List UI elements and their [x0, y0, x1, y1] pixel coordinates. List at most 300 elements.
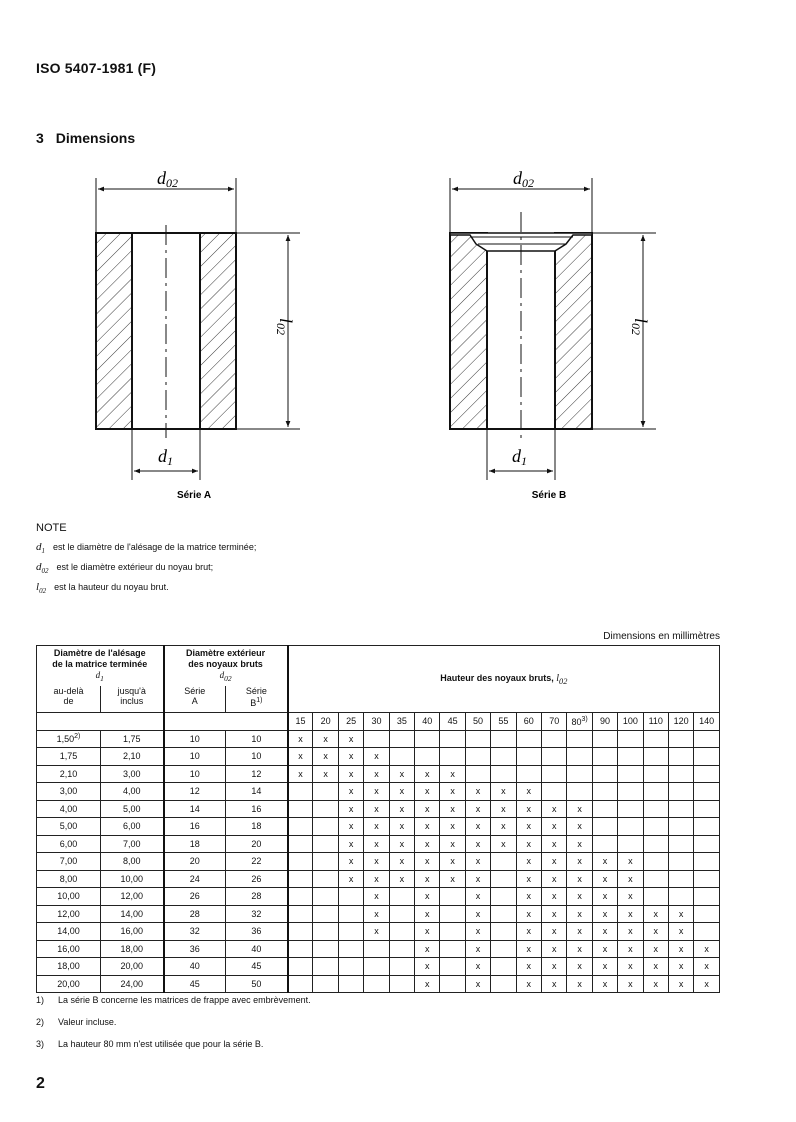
- serie-b-cell: 20: [226, 835, 288, 853]
- serie-a-cell: 45: [164, 975, 226, 993]
- bore-to-cell: 7,00: [101, 835, 164, 853]
- height-mark-cell: [643, 923, 668, 941]
- height-mark-cell: [440, 835, 465, 853]
- height-mark-cell: [592, 975, 617, 993]
- height-mark-cell: [516, 905, 541, 923]
- serie-a-cell: 10: [164, 748, 226, 766]
- height-mark-cell: [288, 923, 313, 941]
- bore-to-cell: 1,75: [101, 730, 164, 748]
- height-mark-cell: [415, 923, 440, 941]
- height-mark-cell: [313, 923, 338, 941]
- height-mark-cell: [668, 730, 693, 748]
- height-mark-cell: [338, 818, 363, 836]
- height-mark-cell: [668, 923, 693, 941]
- height-mark-cell: [389, 800, 414, 818]
- height-mark-cell: [415, 958, 440, 976]
- mark-x: x: [577, 838, 582, 849]
- height-mark-cell: [389, 870, 414, 888]
- height-mark-cell: [440, 765, 465, 783]
- height-mark-cell: [338, 765, 363, 783]
- bore-from-cell: 18,00: [37, 958, 101, 976]
- height-mark-cell: [389, 730, 414, 748]
- height-mark-cell: [643, 888, 668, 906]
- height-mark-cell: [668, 835, 693, 853]
- mark-x: x: [450, 838, 455, 849]
- height-mark-cell: [440, 905, 465, 923]
- height-mark-cell: [415, 818, 440, 836]
- mark-x: x: [323, 768, 328, 779]
- mark-x: x: [399, 856, 405, 867]
- height-mark-cell: [389, 888, 414, 906]
- height-mark-cell: [288, 783, 313, 801]
- height-mark-cell: [567, 748, 592, 766]
- serie-b-cell: 50: [226, 975, 288, 993]
- mark-x: x: [678, 908, 684, 919]
- height-col-70: 70: [542, 713, 567, 731]
- height-mark-cell: [389, 975, 414, 993]
- mark-x: x: [526, 943, 532, 954]
- height-mark-cell: [338, 730, 363, 748]
- heights-header-row: [37, 713, 720, 731]
- height-mark-cell: [465, 748, 490, 766]
- mark-x: x: [526, 838, 532, 849]
- height-mark-cell: [542, 818, 567, 836]
- height-mark-cell: [389, 748, 414, 766]
- height-mark-cell: [516, 800, 541, 818]
- mark-x: x: [526, 978, 532, 989]
- height-mark-cell: [440, 730, 465, 748]
- mark-x: x: [628, 943, 633, 954]
- height-mark-cell: [415, 800, 440, 818]
- height-mark-cell: [364, 853, 389, 871]
- height-mark-cell: [618, 940, 643, 958]
- height-mark-cell: [465, 853, 490, 871]
- height-mark-cell: [694, 818, 720, 836]
- height-mark-cell: [542, 730, 567, 748]
- height-mark-cell: [415, 975, 440, 993]
- height-mark-cell: [491, 923, 516, 941]
- height-mark-cell: [415, 888, 440, 906]
- header-au-dela: au-delà de: [37, 686, 101, 713]
- mark-x: x: [577, 943, 582, 954]
- serie-b-top-dim-label: d02: [513, 168, 534, 190]
- mark-x: x: [424, 943, 430, 954]
- height-mark-cell: [288, 940, 313, 958]
- mark-x: x: [424, 961, 430, 972]
- height-mark-cell: [465, 923, 490, 941]
- height-mark-cell: [338, 853, 363, 871]
- height-mark-cell: [643, 835, 668, 853]
- height-mark-cell: [364, 905, 389, 923]
- section-number: 3: [36, 130, 44, 146]
- mark-x: x: [678, 961, 684, 972]
- height-mark-cell: [668, 748, 693, 766]
- height-mark-cell: [643, 800, 668, 818]
- mark-x: x: [653, 926, 658, 937]
- dimensions-table: [36, 645, 720, 993]
- height-mark-cell: [694, 870, 720, 888]
- mark-x: x: [577, 873, 582, 884]
- height-mark-cell: [618, 853, 643, 871]
- height-mark-cell: [567, 905, 592, 923]
- mark-x: x: [348, 821, 354, 832]
- section-title: Dimensions: [55, 130, 136, 146]
- height-mark-cell: [288, 905, 313, 923]
- serie-b-cell: 28: [226, 888, 288, 906]
- height-mark-cell: [288, 730, 313, 748]
- mark-x: x: [424, 786, 430, 797]
- bore-from-cell: 1,50$^{2)}$: [37, 730, 101, 748]
- mark-x: x: [298, 751, 303, 762]
- height-mark-cell: [643, 905, 668, 923]
- height-col-25: 25: [338, 713, 363, 731]
- bore-to-cell: 24,00: [101, 975, 164, 993]
- height-mark-cell: [592, 783, 617, 801]
- mark-x: x: [298, 768, 303, 779]
- mark-x: x: [450, 786, 455, 797]
- mark-x: x: [424, 838, 430, 849]
- table-row: [37, 975, 720, 993]
- height-mark-cell: [694, 923, 720, 941]
- mark-x: x: [348, 751, 354, 762]
- bore-to-cell: 8,00: [101, 853, 164, 871]
- mark-x: x: [501, 838, 506, 849]
- bore-to-cell: 2,10: [101, 748, 164, 766]
- section-heading: [36, 130, 135, 146]
- height-mark-cell: [491, 800, 516, 818]
- height-mark-cell: [465, 870, 490, 888]
- mark-x: x: [424, 821, 430, 832]
- bore-to-cell: 14,00: [101, 905, 164, 923]
- height-mark-cell: [415, 765, 440, 783]
- height-mark-cell: [288, 818, 313, 836]
- mark-x: x: [551, 856, 557, 867]
- mark-x: x: [475, 786, 481, 797]
- height-mark-cell: [643, 748, 668, 766]
- height-mark-cell: [694, 765, 720, 783]
- serie-a-top-dim-label: d02: [157, 168, 178, 190]
- height-mark-cell: [592, 765, 617, 783]
- height-mark-cell: [288, 870, 313, 888]
- height-mark-cell: [465, 818, 490, 836]
- height-mark-cell: [364, 975, 389, 993]
- height-mark-cell: [542, 853, 567, 871]
- height-mark-cell: [592, 923, 617, 941]
- footnote-2: 2) Valeur incluse.: [36, 1017, 117, 1027]
- mark-x: x: [424, 908, 430, 919]
- height-mark-cell: [288, 958, 313, 976]
- bore-from-cell: 4,00: [37, 800, 101, 818]
- height-mark-cell: [592, 748, 617, 766]
- mark-x: x: [526, 908, 532, 919]
- height-mark-cell: [389, 853, 414, 871]
- height-mark-cell: [313, 888, 338, 906]
- mark-x: x: [526, 856, 532, 867]
- height-mark-cell: [668, 765, 693, 783]
- height-mark-cell: [694, 783, 720, 801]
- height-mark-cell: [516, 975, 541, 993]
- height-mark-cell: [542, 748, 567, 766]
- height-col-110: 110: [643, 713, 668, 731]
- serie-a-bottom-dim-label: d1: [158, 446, 173, 468]
- height-mark-cell: [440, 783, 465, 801]
- mark-x: x: [374, 926, 379, 937]
- mark-x: x: [602, 978, 608, 989]
- note-title: NOTE: [36, 522, 67, 534]
- height-mark-cell: [542, 870, 567, 888]
- mark-x: x: [475, 943, 481, 954]
- height-mark-cell: [542, 923, 567, 941]
- height-mark-cell: [516, 835, 541, 853]
- bore-to-cell: 4,00: [101, 783, 164, 801]
- height-col-20: 20: [313, 713, 338, 731]
- table-row: [37, 765, 720, 783]
- mark-x: x: [526, 873, 532, 884]
- mark-x: x: [424, 803, 430, 814]
- serie-b-cell: 40: [226, 940, 288, 958]
- height-mark-cell: [465, 975, 490, 993]
- bore-to-cell: 5,00: [101, 800, 164, 818]
- mark-x: x: [577, 908, 582, 919]
- height-mark-cell: [364, 888, 389, 906]
- height-mark-cell: [542, 940, 567, 958]
- height-mark-cell: [592, 958, 617, 976]
- mark-x: x: [526, 803, 532, 814]
- height-mark-cell: [364, 783, 389, 801]
- height-col-60: 60: [516, 713, 541, 731]
- serie-b-cell: 12: [226, 765, 288, 783]
- height-mark-cell: [694, 800, 720, 818]
- mark-x: x: [424, 768, 430, 779]
- height-mark-cell: [567, 765, 592, 783]
- mark-x: x: [374, 821, 379, 832]
- mark-x: x: [602, 961, 608, 972]
- mark-x: x: [501, 786, 506, 797]
- height-mark-cell: [668, 818, 693, 836]
- bore-to-cell: 18,00: [101, 940, 164, 958]
- mark-x: x: [450, 803, 455, 814]
- mark-x: x: [653, 961, 658, 972]
- height-mark-cell: [364, 870, 389, 888]
- height-mark-cell: [516, 730, 541, 748]
- serie-a-cell: 12: [164, 783, 226, 801]
- serie-a-cell: 36: [164, 940, 226, 958]
- height-mark-cell: [491, 765, 516, 783]
- mark-x: x: [577, 821, 582, 832]
- mark-x: x: [374, 751, 379, 762]
- height-mark-cell: [592, 905, 617, 923]
- mark-x: x: [399, 838, 405, 849]
- mark-x: x: [450, 856, 455, 867]
- height-mark-cell: [491, 818, 516, 836]
- header-spacer-bore: [37, 713, 164, 731]
- height-mark-cell: [364, 800, 389, 818]
- height-mark-cell: [618, 870, 643, 888]
- height-mark-cell: [440, 975, 465, 993]
- height-mark-cell: [338, 940, 363, 958]
- mark-x: x: [475, 926, 481, 937]
- mark-x: x: [628, 891, 633, 902]
- height-mark-cell: [516, 940, 541, 958]
- mark-x: x: [577, 961, 582, 972]
- height-mark-cell: [389, 835, 414, 853]
- height-mark-cell: [338, 783, 363, 801]
- serie-a-caption: Série A: [176, 490, 212, 501]
- height-mark-cell: [338, 835, 363, 853]
- height-mark-cell: [491, 783, 516, 801]
- mark-x: x: [551, 908, 557, 919]
- serie-a-cell: 10: [164, 765, 226, 783]
- height-mark-cell: [516, 870, 541, 888]
- height-mark-cell: [618, 923, 643, 941]
- mark-x: x: [602, 856, 608, 867]
- height-mark-cell: [465, 730, 490, 748]
- mark-x: x: [602, 908, 608, 919]
- serie-a-cell: 14: [164, 800, 226, 818]
- height-mark-cell: [694, 730, 720, 748]
- mark-x: x: [475, 803, 481, 814]
- height-mark-cell: [542, 835, 567, 853]
- height-mark-cell: [415, 870, 440, 888]
- height-mark-cell: [567, 958, 592, 976]
- height-mark-cell: [415, 905, 440, 923]
- footnote-1: 1) La série B concerne les matrices de frappe avec embrèvement.: [36, 995, 311, 1005]
- mark-x: x: [678, 926, 684, 937]
- mark-x: x: [348, 856, 354, 867]
- mark-x: x: [374, 768, 379, 779]
- mark-x: x: [475, 961, 481, 972]
- height-mark-cell: [491, 958, 516, 976]
- height-mark-cell: [465, 958, 490, 976]
- serie-b-caption: Série B: [531, 490, 567, 501]
- height-mark-cell: [694, 958, 720, 976]
- height-mark-cell: [313, 975, 338, 993]
- mark-x: x: [323, 751, 328, 762]
- height-mark-cell: [491, 888, 516, 906]
- height-mark-cell: [491, 905, 516, 923]
- height-mark-cell: [491, 748, 516, 766]
- height-mark-cell: [643, 853, 668, 871]
- mark-x: x: [348, 768, 354, 779]
- height-mark-cell: [694, 975, 720, 993]
- height-mark-cell: [643, 975, 668, 993]
- height-mark-cell: [440, 958, 465, 976]
- table-row: [37, 783, 720, 801]
- height-col-15: 15: [288, 713, 313, 731]
- height-mark-cell: [313, 765, 338, 783]
- mark-x: x: [577, 926, 582, 937]
- mark-x: x: [399, 821, 405, 832]
- serie-b-cell: 16: [226, 800, 288, 818]
- table-row: [37, 870, 720, 888]
- height-mark-cell: [338, 923, 363, 941]
- height-mark-cell: [643, 940, 668, 958]
- height-col-80: 80$^{3)}$: [567, 713, 592, 731]
- mark-x: x: [628, 961, 633, 972]
- height-mark-cell: [592, 870, 617, 888]
- height-mark-cell: [643, 783, 668, 801]
- mark-x: x: [602, 926, 608, 937]
- table-row: [37, 748, 720, 766]
- table-row: [37, 818, 720, 836]
- mark-x: x: [399, 803, 405, 814]
- height-mark-cell: [643, 870, 668, 888]
- height-mark-cell: [440, 853, 465, 871]
- mark-x: x: [374, 856, 379, 867]
- mark-x: x: [678, 978, 684, 989]
- bore-from-cell: 12,00: [37, 905, 101, 923]
- height-mark-cell: [389, 765, 414, 783]
- height-mark-cell: [618, 975, 643, 993]
- height-mark-cell: [313, 940, 338, 958]
- height-mark-cell: [643, 818, 668, 836]
- height-mark-cell: [313, 800, 338, 818]
- height-mark-cell: [618, 888, 643, 906]
- bore-from-cell: 5,00: [37, 818, 101, 836]
- serie-b-side-dim-label: l02: [629, 318, 651, 336]
- height-mark-cell: [465, 800, 490, 818]
- serie-b-cell: 22: [226, 853, 288, 871]
- mark-x: x: [704, 978, 709, 989]
- units-label: Dimensions en millimètres: [603, 631, 720, 642]
- height-mark-cell: [465, 783, 490, 801]
- height-mark-cell: [415, 940, 440, 958]
- serie-a-cell: 40: [164, 958, 226, 976]
- bore-to-cell: 12,00: [101, 888, 164, 906]
- mark-x: x: [551, 926, 557, 937]
- footnote-3: 3) La hauteur 80 mm n'est utilisée que pour la série B.: [36, 1039, 264, 1049]
- height-mark-cell: [288, 853, 313, 871]
- height-mark-cell: [618, 958, 643, 976]
- height-col-90: 90: [592, 713, 617, 731]
- mark-x: x: [348, 803, 354, 814]
- mark-x: x: [526, 821, 532, 832]
- mark-x: x: [628, 873, 633, 884]
- bore-from-cell: 20,00: [37, 975, 101, 993]
- bore-from-cell: 6,00: [37, 835, 101, 853]
- height-mark-cell: [643, 765, 668, 783]
- mark-x: x: [424, 873, 430, 884]
- height-col-40: 40: [415, 713, 440, 731]
- mark-x: x: [450, 768, 455, 779]
- height-mark-cell: [465, 888, 490, 906]
- height-mark-cell: [440, 870, 465, 888]
- height-mark-cell: [516, 853, 541, 871]
- height-mark-cell: [364, 940, 389, 958]
- height-col-120: 120: [668, 713, 693, 731]
- height-mark-cell: [465, 835, 490, 853]
- mark-x: x: [653, 978, 658, 989]
- mark-x: x: [551, 978, 557, 989]
- height-mark-cell: [288, 835, 313, 853]
- mark-x: x: [475, 821, 481, 832]
- mark-x: x: [374, 908, 379, 919]
- height-mark-cell: [389, 818, 414, 836]
- height-mark-cell: [288, 748, 313, 766]
- serie-a-cell: 18: [164, 835, 226, 853]
- height-mark-cell: [389, 923, 414, 941]
- height-mark-cell: [694, 905, 720, 923]
- height-mark-cell: [364, 923, 389, 941]
- height-mark-cell: [567, 730, 592, 748]
- mark-x: x: [602, 891, 608, 902]
- mark-x: x: [450, 821, 455, 832]
- height-mark-cell: [592, 730, 617, 748]
- height-mark-cell: [516, 748, 541, 766]
- height-mark-cell: [491, 853, 516, 871]
- header-outer-diameter: Diamètre extérieur des noyaux bruts $d_{02}$: [164, 646, 288, 687]
- height-mark-cell: [516, 765, 541, 783]
